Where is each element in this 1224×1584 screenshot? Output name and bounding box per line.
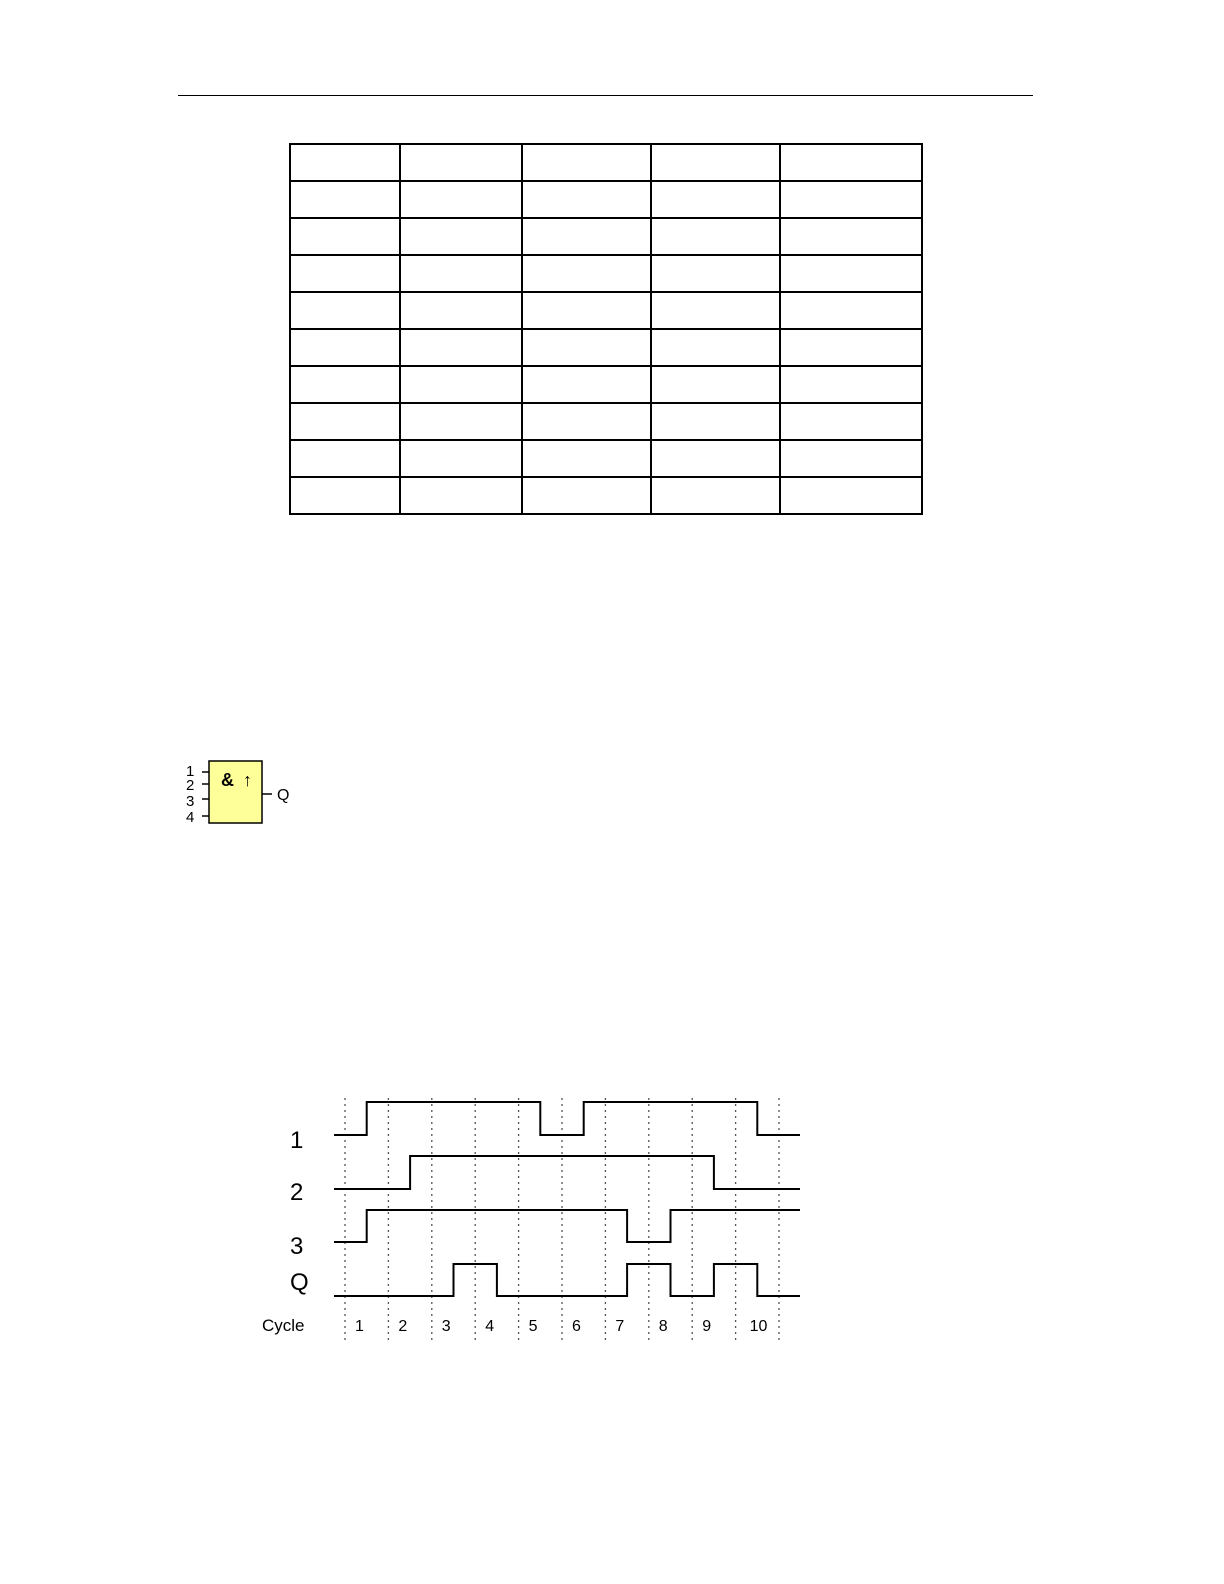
table-cell	[522, 403, 651, 440]
block-box	[209, 761, 262, 823]
cycle-number-label: 7	[615, 1318, 625, 1335]
table-cell	[290, 181, 400, 218]
table-cell	[290, 440, 400, 477]
table-row	[290, 181, 922, 218]
table-cell	[290, 144, 400, 181]
signal-waveform-2	[334, 1156, 800, 1189]
table-cell	[290, 477, 400, 514]
table-cell	[651, 144, 780, 181]
table-cell	[780, 292, 922, 329]
and-edge-block-symbol	[180, 756, 310, 836]
table-row	[290, 144, 922, 181]
table-row	[290, 477, 922, 514]
table-cell	[290, 403, 400, 440]
signal-label: 2	[290, 1179, 304, 1206]
signal-label: Q	[290, 1269, 309, 1296]
table-cell	[780, 218, 922, 255]
cycle-axis-label: Cycle	[262, 1316, 305, 1335]
table-row	[290, 440, 922, 477]
table-cell	[651, 440, 780, 477]
table-cell	[290, 292, 400, 329]
table-cell	[290, 218, 400, 255]
signal-waveform-3	[334, 1210, 800, 1242]
table-cell	[522, 329, 651, 366]
cycle-number-label: 6	[572, 1318, 581, 1335]
table-cell	[780, 440, 922, 477]
cycle-number-label: 8	[658, 1318, 668, 1335]
table-cell	[400, 440, 522, 477]
signal-label: 3	[290, 1233, 304, 1260]
table-cell	[522, 292, 651, 329]
table-cell	[522, 218, 651, 255]
input-label-3: 3	[186, 793, 195, 810]
input-label-2: 2	[186, 777, 195, 794]
table-cell	[780, 181, 922, 218]
table-cell	[400, 181, 522, 218]
table-cell	[522, 181, 651, 218]
cycle-number-label: 9	[702, 1318, 712, 1335]
table-cell	[400, 144, 522, 181]
input-label-4: 4	[186, 809, 195, 826]
cycle-number-label: 1	[355, 1318, 364, 1335]
table-cell	[400, 329, 522, 366]
table-cell	[651, 403, 780, 440]
input-label-1: 1	[186, 763, 195, 780]
cycle-number-label: 10	[749, 1318, 768, 1335]
and-operator-label: &	[221, 770, 234, 790]
signal-label: 1	[290, 1127, 304, 1154]
table-row	[290, 403, 922, 440]
cycle-number-label: 4	[485, 1318, 495, 1335]
table-cell	[522, 255, 651, 292]
table-cell	[780, 255, 922, 292]
table-cell	[651, 218, 780, 255]
cycle-number-label: 2	[398, 1318, 408, 1335]
table-cell	[522, 477, 651, 514]
table-row	[290, 218, 922, 255]
table-cell	[400, 403, 522, 440]
table-cell	[522, 144, 651, 181]
table-cell	[400, 292, 522, 329]
table-cell	[780, 144, 922, 181]
table-cell	[780, 366, 922, 403]
table-row	[290, 366, 922, 403]
output-label: Q	[277, 787, 290, 804]
table-cell	[780, 329, 922, 366]
table-cell	[651, 255, 780, 292]
table-cell	[780, 477, 922, 514]
cycle-number-label: 3	[441, 1318, 451, 1335]
table-cell	[651, 181, 780, 218]
table-cell	[651, 366, 780, 403]
table-row	[290, 255, 922, 292]
table-cell	[651, 477, 780, 514]
empty-table	[289, 143, 923, 515]
table-cell	[780, 403, 922, 440]
table-cell	[400, 218, 522, 255]
table-row	[290, 329, 922, 366]
table-cell	[290, 255, 400, 292]
rising-edge-arrow-icon: ↑	[243, 770, 252, 790]
header-rule	[178, 95, 1033, 96]
table-cell	[290, 329, 400, 366]
table-row	[290, 292, 922, 329]
table-cell	[400, 477, 522, 514]
signal-waveform-q	[334, 1264, 800, 1296]
table-cell	[522, 440, 651, 477]
table-cell	[651, 292, 780, 329]
cycle-number-label: 5	[528, 1318, 538, 1335]
timing-diagram	[250, 1090, 810, 1350]
table-cell	[651, 329, 780, 366]
signal-waveform-1	[334, 1102, 800, 1135]
table-cell	[290, 366, 400, 403]
table-cell	[400, 255, 522, 292]
table-cell	[522, 366, 651, 403]
table-cell	[400, 366, 522, 403]
